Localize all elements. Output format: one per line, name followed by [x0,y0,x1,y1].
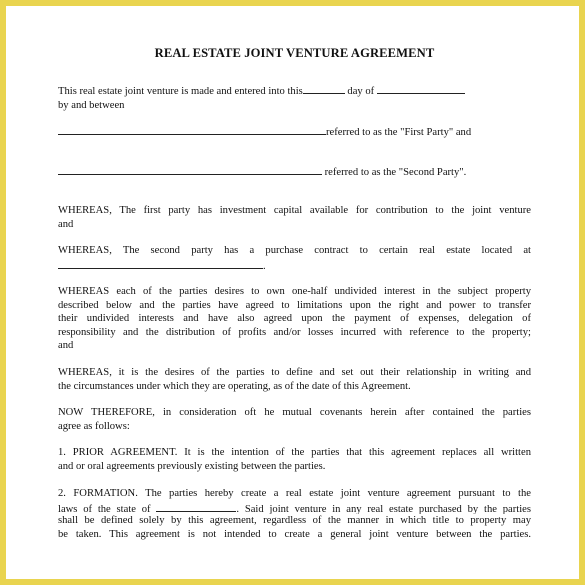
section2-line-2 [58,501,531,515]
now-therefore-paragraph [58,406,531,433]
blank-first-party[interactable] [58,124,326,135]
first-party-row [58,124,531,140]
intro-line-1 [58,83,531,99]
blank-property-location[interactable] [58,258,263,269]
section-2-formation [58,487,531,541]
whereas3-line-3: their undivided interests and have also agreed upon the payment of expenses, delegation of [58,313,531,324]
blank-second-party[interactable] [58,164,322,175]
whereas3-line-2: described below and the parties have agreed to limitations upon the right and power to transfer [58,299,531,311]
second-party-line [58,164,531,180]
now-therefore-line-2: agree as follows: [58,420,130,432]
section2-line-3: shall be defined solely by this agreement, regardless of the manner in which title to property may [58,515,531,526]
section2-line-4: be taken. This agreement is not intended to create a general joint venture between the parties. [58,528,531,540]
whereas3-line-5: and [58,340,74,351]
blank-month[interactable] [377,83,465,94]
first-party-label: referred to as the "First Party" and [326,127,472,138]
whereas1-line-2: and [58,218,74,230]
whereas3-line-4: responsibility and the distribution of profits and/or losses incurred with reference to the property; [58,326,531,338]
whereas-paragraph-1 [58,204,531,231]
document-title: REAL ESTATE JOINT VENTURE AGREEMENT [154,46,435,60]
whereas3-line-1: WHEREAS each of the parties desires to own one-half undivided interest in the subject property [58,286,531,297]
second-party-label: referred to as the "Second Party". [324,167,467,178]
first-party-line [58,124,531,140]
whereas-paragraph-4 [58,366,531,393]
whereas-paragraph-3 [58,285,531,353]
whereas2-period: . [263,260,266,272]
intro-paragraph [58,83,531,112]
document-page [58,6,531,585]
whereas2-line-1: WHEREAS, The second party has a purchase contract to certain real estate located at [58,245,531,256]
whereas4-line-1: WHEREAS, it is the desires of the parties to define and set out their relationship in writing and [58,367,531,378]
whereas-paragraph-2 [58,244,531,273]
section2-text-b: . Said joint venture in any real estate purchased by the parties [236,503,531,514]
intro-line-2: by and between [58,99,125,111]
section1-line-2: and or oral agreements previously existing between the parties. [58,460,326,472]
intro-text-b: day of [347,86,375,97]
blank-day[interactable] [303,83,345,94]
now-therefore-line-1: NOW THEREFORE, in consideration oft he mutual covenants herein after contained the parties [58,407,531,418]
intro-text-a: This real estate joint venture is made and entered into this [58,86,303,97]
blank-state[interactable] [156,501,236,512]
section2-line-1: 2. FORMATION. The parties hereby create a real estate joint venture agreement pursuant to the [58,488,531,499]
section1-line-1: 1. PRIOR AGREEMENT. It is the intention of the parties that this agreement replaces all written [58,447,531,458]
whereas1-line-1: WHEREAS, The first party has investment capital available for contribution to the joint venture [58,205,531,216]
section2-text-a: laws of the state of [58,503,151,514]
whereas4-line-2: the circumstances under which they are operating, as of the date of this Agreement. [58,380,411,392]
section-1-prior-agreement [58,446,531,473]
whereas2-line-2 [58,258,531,274]
second-party-row [58,164,531,180]
